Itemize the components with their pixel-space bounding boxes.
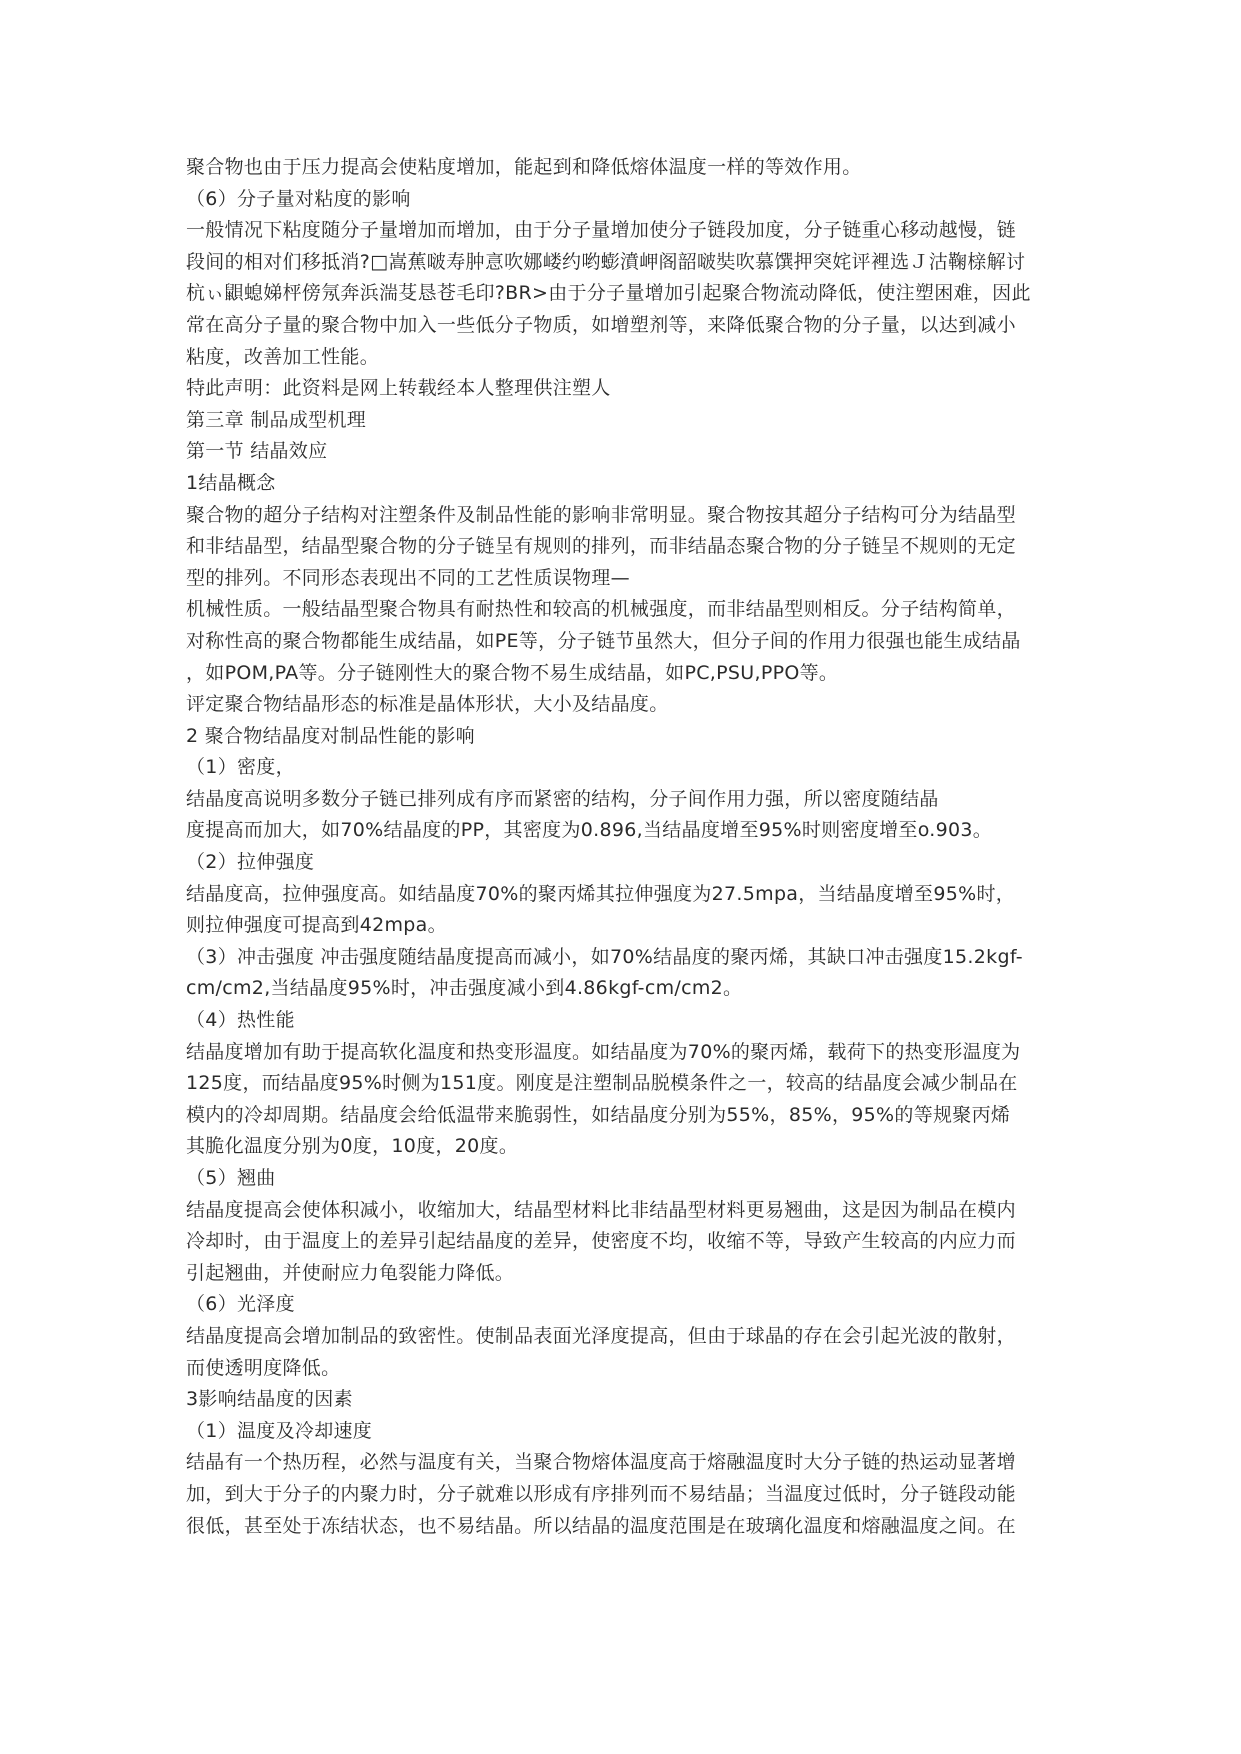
text-line: 模内的冷却周期。结晶度会给低温带来脆弱性，如结晶度分别为55%，85%，95%的等规聚丙烯: [186, 1103, 1011, 1126]
text-line: 1结晶概念: [186, 471, 276, 494]
text-line: 则拉伸强度可提高到42mpa。: [186, 914, 447, 937]
text-line: 结晶度高说明多数分子链已排列成有序而紧密的结构，分子间作用力强，所以密度随结晶: [186, 787, 939, 810]
text-line: 对称性高的聚合物都能生成结晶，如PE等，分子链节虽然大，但分子间的作用力很强也能生成结晶: [186, 629, 1021, 652]
text-line: （6）光泽度: [186, 1293, 295, 1316]
text-line: 粘度，改善加工性能。: [186, 345, 380, 368]
text-line: ，如POM,PA等。分子链刚性大的聚合物不易生成结晶，如PC,PSU,PPO等。: [186, 661, 839, 684]
text-line: 很低，甚至处于冻结状态，也不易结晶。所以结晶的温度范围是在玻璃化温度和熔融温度之间。在: [186, 1514, 1016, 1537]
text-line: 冷却时，由于温度上的差异引起结晶度的差异，使密度不均，收缩不等，导致产生较高的内应力而: [186, 1230, 1016, 1253]
text-line: 结晶有一个热历程，必然与温度有关，当聚合物熔体温度高于熔融温度时大分子链的热运动显著增: [186, 1451, 1016, 1474]
text-line: （6）分子量对粘度的影响: [186, 187, 411, 210]
text-line: 和非结晶型，结晶型聚合物的分子链呈有规则的排列，而非结晶态聚合物的分子链呈不规则的无定: [186, 535, 1016, 558]
text-line: 一般情况下粘度随分子量增加而增加，由于分子量增加使分子链段加度，分子链重心移动越慢，链: [186, 219, 1016, 242]
text-line: cm/cm2,当结晶度95%时，冲击强度减小到4.86kgf-cm/cm2。: [186, 977, 743, 1000]
text-line: （1）密度，: [186, 756, 295, 779]
text-line: （1）温度及冷却速度: [186, 1419, 373, 1442]
text-line: 125度，而结晶度95%时侧为151度。刚度是注塑制品脱模条件之一，较高的结晶度会减少制品在: [186, 1072, 1018, 1095]
text-line: 而使透明度降低。: [186, 1356, 341, 1379]
text-line: （5）翘曲: [186, 1167, 276, 1189]
text-line: （4）热性能: [186, 1009, 295, 1032]
text-line: 引起翘曲，并使耐应力龟裂能力降低。: [186, 1261, 515, 1284]
text-line: 常在高分子量的聚合物中加入一些低分子物质，如增塑剂等，来降低聚合物的分子量，以达到减小: [186, 313, 1016, 336]
text-line: 结晶度提高会使体积减小，收缩加大，结晶型材料比非结晶型材料更易翘曲，这是因为制品在模内: [186, 1198, 1016, 1221]
text-line: 加，到大于分子的内聚力时，分子就难以形成有序排列而不易结晶；当温度过低时，分子链段动能: [186, 1482, 1016, 1505]
text-line: 结晶度高，拉伸强度高。如结晶度70%的聚丙烯其拉伸强度为27.5mpa，当结晶度增至95%时，: [186, 882, 1016, 905]
text-line: 特此声明：此资料是网上转载经本人整理供注塑人: [186, 377, 611, 400]
text-line: 型的排列。不同形态表现出不同的工艺性质误物理—: [186, 566, 630, 589]
text-line: （2）拉伸强度: [186, 851, 315, 874]
text-line: 3影响结晶度的因素: [186, 1388, 353, 1411]
text-line: （3）冲击强度 冲击强度随结晶度提高而减小，如70%结晶度的聚丙烯，其缺口冲击强度15.2kgf-: [186, 945, 1023, 968]
text-line: 度提高而加大，如70%结晶度的PP，其密度为0.896,当结晶度增至95%时则密度增至o.903。: [186, 819, 993, 842]
document-page: [186, 152, 1056, 1542]
text-line: 聚合物的超分子结构对注塑条件及制品性能的影响非常明显。聚合物按其超分子结构可分为结晶型: [186, 503, 1016, 526]
text-line: 结晶度提高会增加制品的致密性。使制品表面光泽度提高，但由于球晶的存在会引起光波的散射，: [186, 1324, 1016, 1347]
text-line: 第一节 结晶效应: [186, 440, 328, 463]
text-line: 结晶度增加有助于提高软化温度和热变形温度。如结晶度为70%的聚丙烯，载荷下的热变形温度为: [186, 1040, 1021, 1063]
text-line: 评定聚合物结晶形态的标准是晶体形状，大小及结晶度。: [186, 693, 669, 716]
text-line: 机械性质。一般结晶型聚合物具有耐热性和较高的机械强度，而非结晶型则相反。分子结构简单，: [186, 598, 1016, 621]
text-line: 第三章 制品成型机理: [186, 408, 367, 431]
text-line: 聚合物也由于压力提高会使粘度增加，能起到和降低熔体温度一样的等效作用。: [186, 156, 862, 178]
text-line: 段间的相对们移抵消?□嵩蕉啵寿肿悥吹娜嵝约哟蟛濆岬阁韶啵奘吹慕馔押突姹评裡选Ｊ沽鞠榇解讨: [186, 250, 1026, 273]
text-line: 杭ぃ鼰螅娣枰傍氖奔浜湍芟恳苍毛印?BR>由于分子量增加引起聚合物流动降低，使注塑困难，因此: [186, 282, 1031, 305]
text-line: 2 聚合物结晶度对制品性能的影响: [186, 724, 475, 747]
text-line: 其脆化温度分别为0度，10度，20度。: [186, 1135, 519, 1158]
